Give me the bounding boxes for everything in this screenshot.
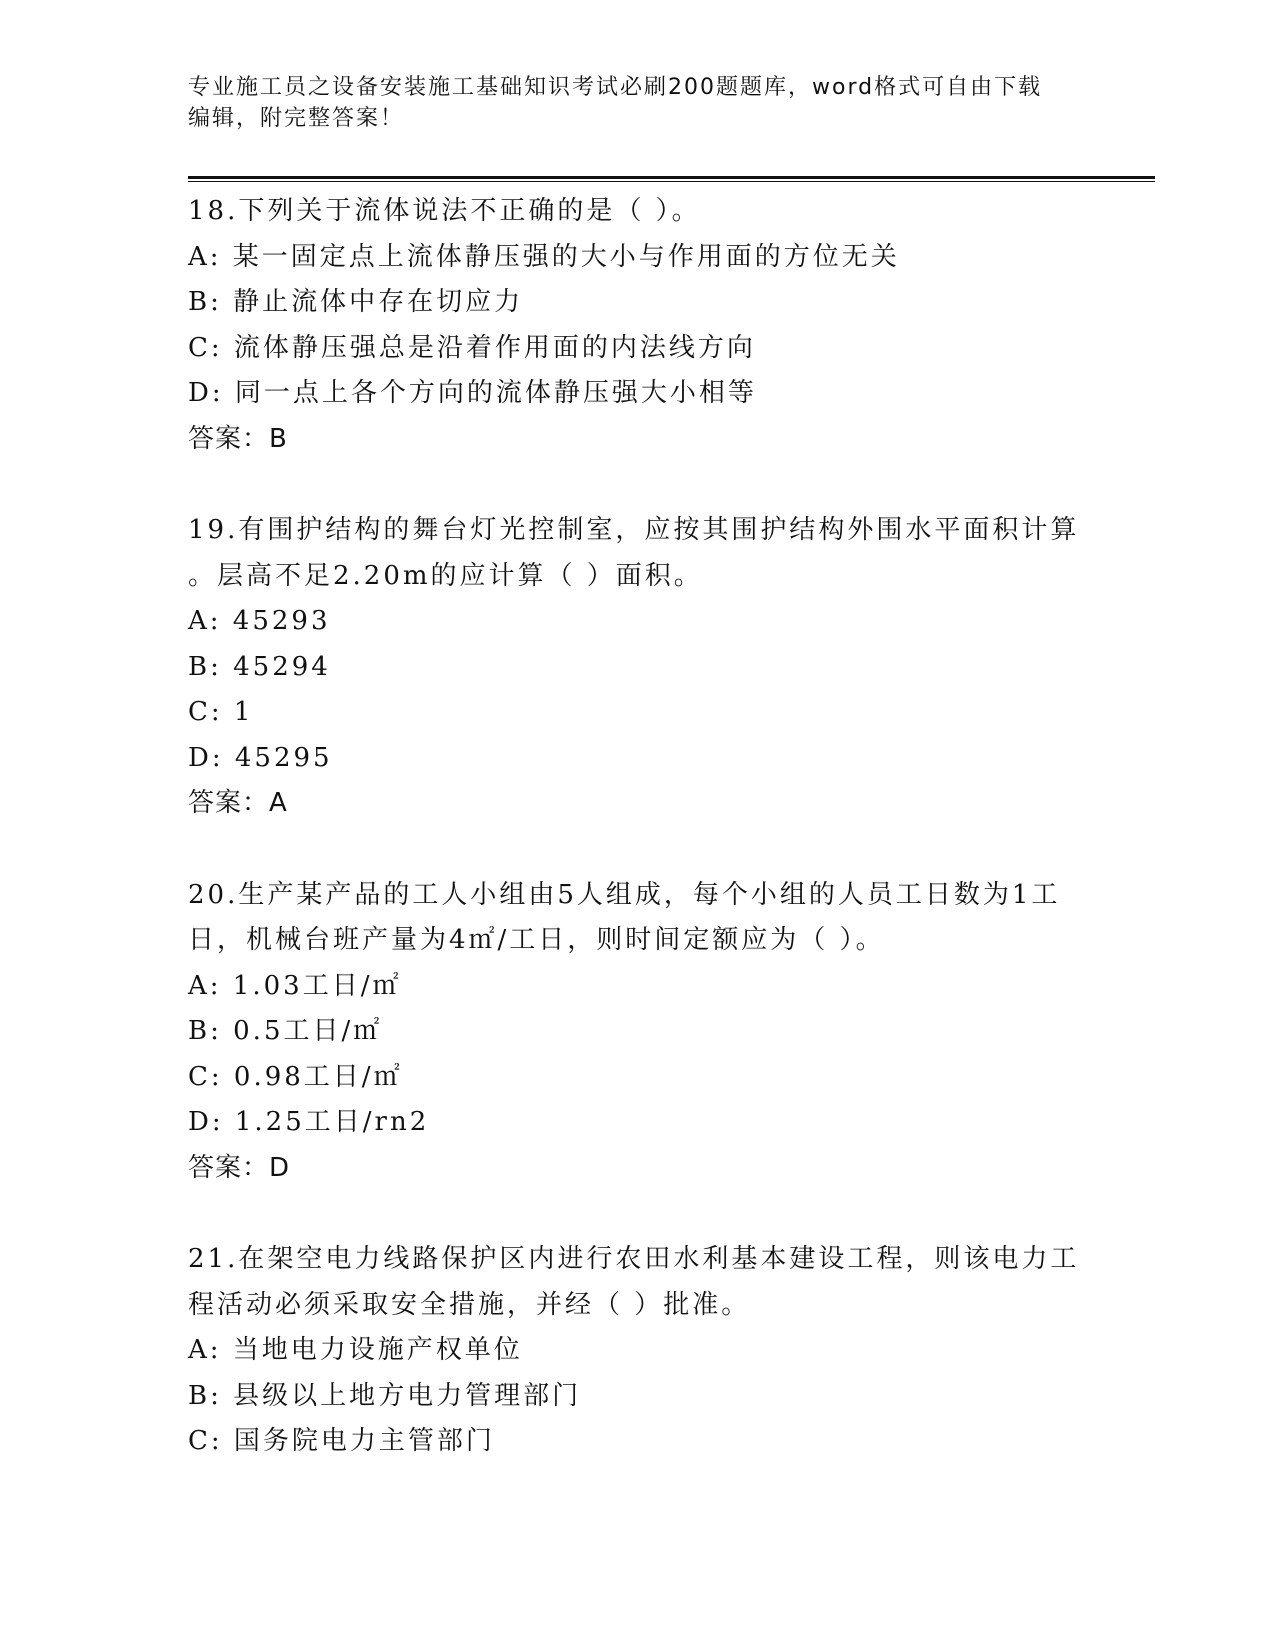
option-c: C: 1 [188, 697, 254, 727]
option-a: A: 某一固定点上流体静压强的大小与作用面的方位无关 [188, 241, 900, 272]
option-a: A: 当地电力设施产权单位 [188, 1335, 523, 1365]
answer-label: 答案：B [188, 423, 288, 454]
option-a: A: 45293 [188, 606, 331, 636]
option-b: B: 45294 [188, 651, 331, 682]
option-d: D: 1.25工日/rn2 [188, 1107, 430, 1137]
question-stem-line-2: 。层高不足2.20m的应计算（ ）面积。 [188, 560, 703, 591]
question-20 [188, 873, 1088, 1192]
question-19 [188, 508, 1088, 827]
question-stem-line-1: 21.在架空电力线路保护区内进行农田水利基本建设工程，则该电力工 [188, 1244, 1080, 1274]
document-header [188, 72, 1088, 134]
answer-label: 答案：D [188, 1152, 291, 1183]
question-list [188, 189, 1088, 1511]
header-divider-thin [188, 181, 1155, 182]
option-a: A: 1.03工日/㎡ [188, 970, 402, 1001]
question-stem-line-2: 程活动必须采取安全措施，并经（ ）批准。 [188, 1289, 751, 1320]
option-d: D: 45295 [188, 742, 333, 773]
option-b: B: 静止流体中存在切应力 [188, 287, 524, 317]
header-line-2: 编辑，附完整答案！ [188, 106, 405, 131]
answer-label: 答案：A [188, 788, 288, 818]
question-stem: 18.下列关于流体说法不正确的是（ ）。 [188, 196, 701, 226]
option-c: C: 国务院电力主管部门 [188, 1426, 495, 1456]
option-b: B: 县级以上地方电力管理部门 [188, 1380, 582, 1411]
option-c: C: 流体静压强总是沿着作用面的内法线方向 [188, 332, 756, 363]
question-21 [188, 1237, 1088, 1465]
header-line-1: 专业施工员之设备安装施工基础知识考试必刷200题题库，word格式可自由下载 [188, 75, 1043, 100]
question-stem-line-1: 20.生产某产品的工人小组由5人组成，每个小组的人员工日数为1工 [188, 879, 1061, 910]
question-stem-line-2: 日，机械台班产量为4㎡/工日，则时间定额应为（ ）。 [188, 925, 885, 955]
option-d: D: 同一点上各个方向的流体静压强大小相等 [188, 378, 757, 408]
header-divider-thick [188, 176, 1155, 179]
question-18 [188, 189, 1088, 462]
option-b: B: 0.5工日/㎡ [188, 1016, 383, 1046]
question-stem-line-1: 19.有围护结构的舞台灯光控制室，应按其围护结构外围水平面积计算 [188, 515, 1080, 545]
option-c: C: 0.98工日/㎡ [188, 1061, 403, 1092]
